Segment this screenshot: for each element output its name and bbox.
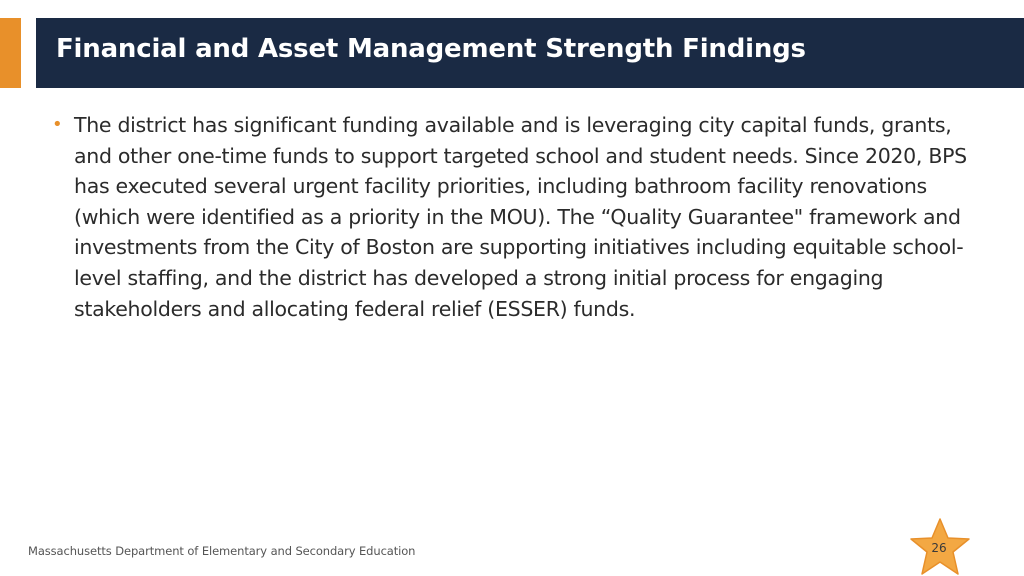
page-number: 26 <box>931 541 947 555</box>
bullet-list <box>52 110 982 324</box>
title-bar <box>36 18 1024 88</box>
bullet-item <box>52 110 982 324</box>
slide-title: Financial and Asset Management Strength Findings <box>56 34 806 64</box>
footer-organization: Massachusetts Department of Elementary and Secondary Education <box>28 544 416 558</box>
bullet-icon: • <box>52 114 63 135</box>
accent-bar <box>0 18 21 88</box>
bullet-text: The district has significant funding available and is leveraging city capital funds, grants, and other one-time funds to support targeted school and student needs. Since 2020, BPS has executed several urgent facility priorities, including bathroom facility renovations (which were identified as a priority in the MOU). The “Quality Guarantee" framework and investments from the City of Boston are supporting initiatives including equitable school-level staffing, and the district has developed a strong initial process for engaging stakeholders and allocating federal relief (ESSER) funds. <box>74 113 967 321</box>
